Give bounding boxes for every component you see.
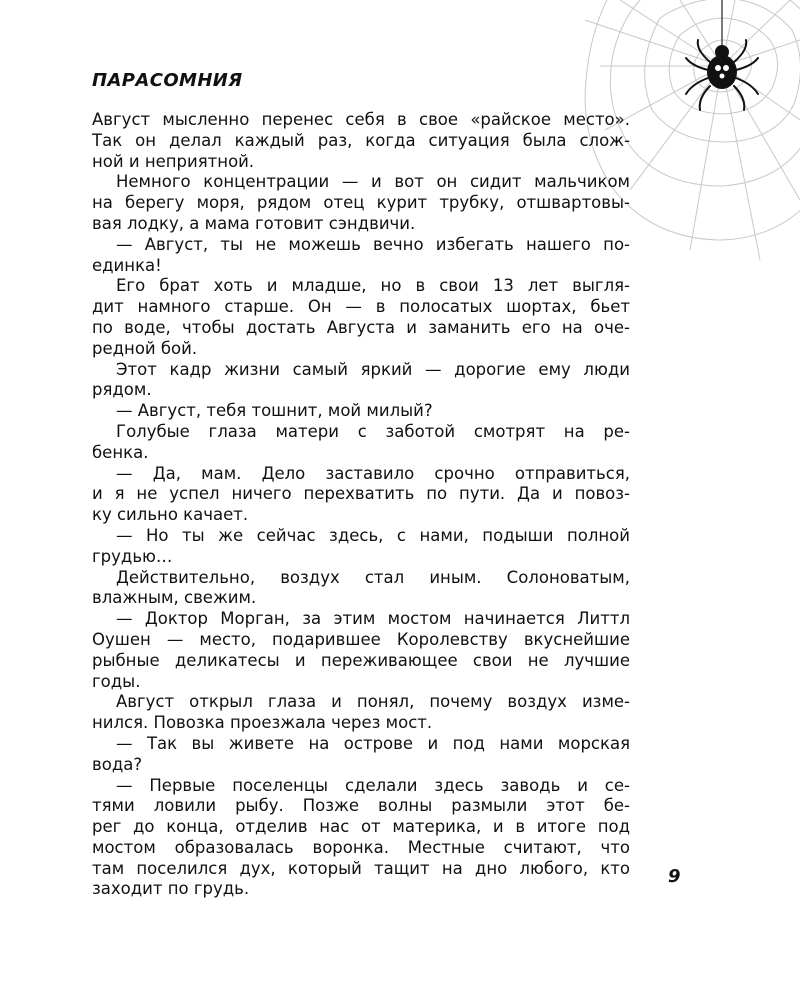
text-line: Этот кадр жизни самый яркий — дорогие ему люди [116,359,630,379]
text-line: на берегу моря, рядом отец курит трубку, отшвартовы- [92,193,630,213]
text-line: рядом. [92,380,152,400]
text-line: нился. Повозка проезжала через мост. [92,713,433,733]
running-head: ПАРАСОМНИЯ [92,70,243,91]
text-line: — Первые поселенцы сделали здесь заводь и се- [116,775,630,795]
text-line: вая лодку, а мама готовит сэндвичи. [92,213,416,233]
text-line: годы. [92,671,141,691]
text-line: Действительно, воздух стал иным. Солоноватым, [116,567,630,587]
text-line: рыбные деликатесы и переживающее свои не лучшие [92,650,630,670]
text-line: и я не успел ничего перехватить по пути. Да и повоз- [92,484,630,504]
text-line: по воде, чтобы достать Августа и заманить его на оче- [92,317,630,337]
text-line: — Август, ты не можешь вечно избегать нашего по- [116,234,630,254]
text-line: ку сильно качает. [92,505,249,525]
text-line: — Да, мам. Дело заставило срочно отправиться, [116,463,630,483]
text-line: влажным, свежим. [92,588,257,608]
body-text [92,110,630,900]
text-line: рег до конца, отделив нас от материка, и в итоге под [92,817,630,837]
text-line: — Август, тебя тошнит, мой милый? [116,401,433,421]
text-line: Август открыл глаза и понял, почему воздух изме- [116,692,630,712]
text-line: мостом образовалась воронка. Местные считают, что [92,837,630,857]
text-line: Так он делал каждый раз, когда ситуация была слож- [92,130,630,150]
page-number: 9 [668,866,681,887]
text-line: Немного концентрации — и вот он сидит мальчиком [116,172,630,192]
text-line: Август мысленно перенес себя в свое «райское место». [92,110,630,129]
text-line: редной бой. [92,338,198,358]
text-line: — Доктор Морган, за этим мостом начинается Литтл [116,609,630,629]
text-line: заходит по грудь. [92,879,250,899]
text-line: Оушен — место, подарившее Королевству вкуснейшие [92,629,630,649]
text-line: — Но ты же сейчас здесь, с нами, подыши полной [116,525,630,545]
text-line: ной и неприятной. [92,151,255,171]
text-line: тями ловили рыбу. Позже волны размыли этот бе- [92,796,630,816]
text-line: грудью… [92,546,173,566]
text-line: там поселился дух, который тащит на дно любого, кто [92,858,630,878]
text-line: вода? [92,754,143,774]
text-line: Голубые глаза матери с заботой смотрят на ре- [116,421,630,441]
text-line: дит намного старше. Он — в полосатых шортах, бьет [92,297,630,317]
text-line: Его брат хоть и младше, но в свои 13 лет выгля- [116,276,630,296]
text-line: бенка. [92,442,149,462]
text-line: единка! [92,255,162,275]
text-line: — Так вы живете на острове и под нами морская [116,733,630,753]
